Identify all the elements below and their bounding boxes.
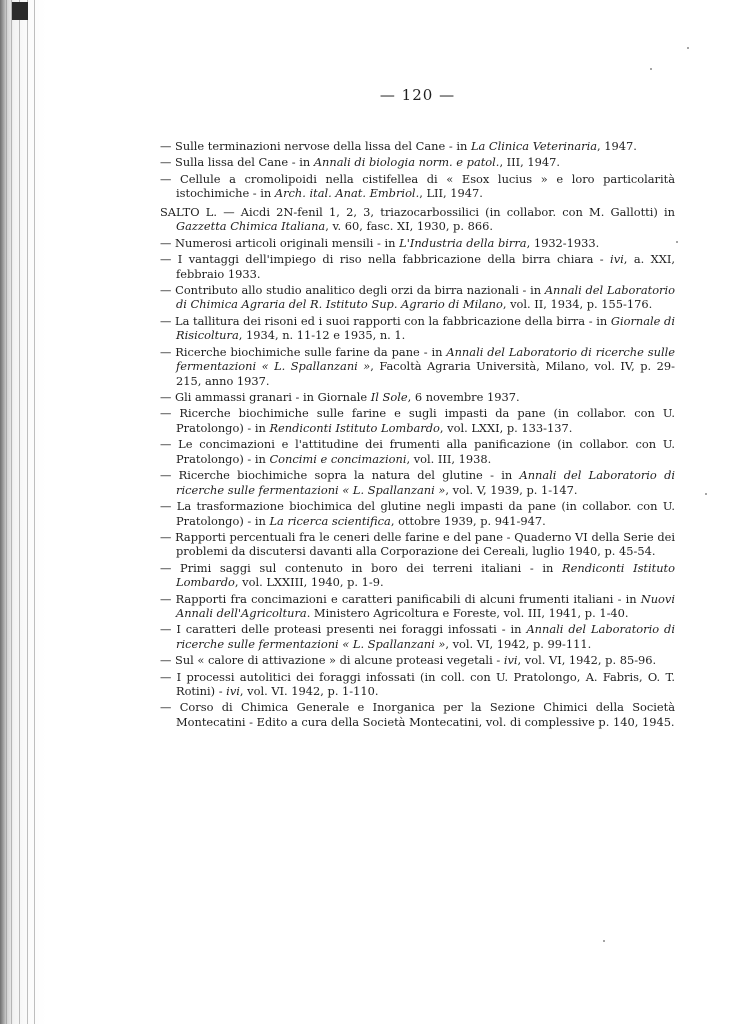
bibliography-entry: — I processi autolitici dei foraggi infossati (in coll. con U. Pratolongo, A. Fabris, O. T. Rotini) - ivi, vol. VI. 1942, p. 1-110. bbox=[160, 669, 675, 699]
bibliography-entry: — Ricerche biochimiche sulle farine da pane - in Annali del Laboratorio di ricerche sulle fermentazioni « L. Spallanzani », Facoltà Agraria Università, Milano, vol. IV, p. 29-215, anno 1937. bbox=[160, 344, 675, 388]
bibliography-entry: — Sul « calore di attivazione » di alcune proteasi vegetali - ivi, vol. VI, 1942, p. 85-96. bbox=[160, 653, 657, 668]
bibliography-entry-author-heading: SALTO L. — Aicdi 2N-fenil 1, 2, 3, triazocarbossilici (in collabor. con M. Gallotti) in Gazzetta Chimica Italiana, v. 60, fasc. XI, 1930, p. 866. bbox=[160, 204, 675, 234]
bibliography-entry: — I caratteri delle proteasi presenti nei foraggi infossati - in Annali del Laboratorio di ricerche sulle fermentazioni « L. Spallanzani », vol. VI, 1942, p. 99-111. bbox=[160, 622, 675, 651]
bibliography-entry: — Gli ammassi granari - in Giornale Il Sole, 6 novembre 1937. bbox=[160, 390, 520, 404]
bibliography-entry: — Contributo allo studio analitico degli orzi da birra nazionali - in Annali del Laboratorio di Chimica Agraria del R. Istituto Sup. Agrario di Milano, vol. II, 1934, p. 155-176. bbox=[160, 282, 676, 312]
bibliography-entry: — Rapporti fra concimazioni e caratteri panificabili di alcuni frumenti italiani - in Nuovi Annali dell'Agricoltura. Ministero Agricoltura e Foreste, vol. III, 1941, p. 1-40. bbox=[160, 591, 675, 621]
bibliography-entry: — La tallitura dei risoni ed i suoi rapporti con la fabbricazione della birra - in Giornale di Risicoltura, 1934, n. 11-12 e 1935, n. 1. bbox=[160, 313, 675, 343]
scan-corner-mark bbox=[12, 2, 28, 20]
bibliography-entry: — La trasformazione biochimica del glutine negli impasti da pane (in collabor. con U. Pratolongo) - in La ricerca scientifica, ottobre 1939, p. 941-947. bbox=[160, 498, 675, 528]
bibliography-entry: — Corso di Chimica Generale e Inorganica per la Sezione Chimici della Società Montecatini - Edito a cura della Società Montecatini, vol. di complessive p. 140, 1945. bbox=[160, 700, 675, 730]
scan-speck bbox=[705, 493, 707, 495]
bibliography-entry: — Le concimazioni e l'attitudine dei frumenti alla panificazione (in collabor. con U. Pratolongo) - in Concimi e concimazioni, vol. III, 1938. bbox=[160, 437, 675, 466]
bibliography-entry: — Rapporti percentuali fra le ceneri delle farine e del pane - Quaderno VI della Serie dei problemi da discutersi davanti alla Corporazione dei Cereali, luglio 1940, p. 45-54. bbox=[160, 529, 675, 559]
bibliography-entry: — Primi saggi sul contenuto in boro dei terreni italiani - in Rendiconti Istituto Lombardo, vol. LXXIII, 1940, p. 1-9. bbox=[160, 560, 675, 590]
bibliography-entry: — Numerosi articoli originali mensili - in L'Industria della birra, 1932-1933. bbox=[160, 235, 600, 250]
bibliography-entry: — Ricerche biochimiche sulle farine e sugli impasti da pane (in collabor. con U. Pratolongo) - in Rendiconti Istituto Lombardo, vol. LXXI, p. 133-137. bbox=[160, 406, 675, 435]
bibliography-entry: — Sulla lissa del Cane - in Annali di biologia norm. e patol., III, 1947. bbox=[160, 155, 561, 170]
scan-speck bbox=[676, 241, 678, 243]
bibliography-entry: — Sulle terminazioni nervose della lissa del Cane - in La Clinica Veterinaria, 1947. bbox=[160, 139, 637, 153]
scan-speck bbox=[650, 68, 652, 70]
bibliography-entry: — Cellule a cromolipoidi nella cistifellea di « Esox lucius » e loro particolarità istochimiche - in Arch. ital. Anat. Embriol., LII, 1947. bbox=[160, 171, 675, 201]
page-number: — 120 — bbox=[379, 86, 456, 104]
bibliography-entry: — I vantaggi dell'impiego di riso nella fabbricazione della birra chiara - ivi, a. XXI, febbraio 1933. bbox=[160, 251, 675, 281]
scan-speck bbox=[687, 47, 689, 49]
scan-speck bbox=[603, 940, 605, 942]
bibliography-entry: — Ricerche biochimiche sopra la natura del glutine - in Annali del Laboratorio di ricerche sulle fermentazioni « L. Spallanzani », vol. V, 1939, p. 1-147. bbox=[160, 468, 676, 497]
scan-binding-edge bbox=[0, 0, 46, 1024]
bibliography-list bbox=[160, 139, 675, 731]
